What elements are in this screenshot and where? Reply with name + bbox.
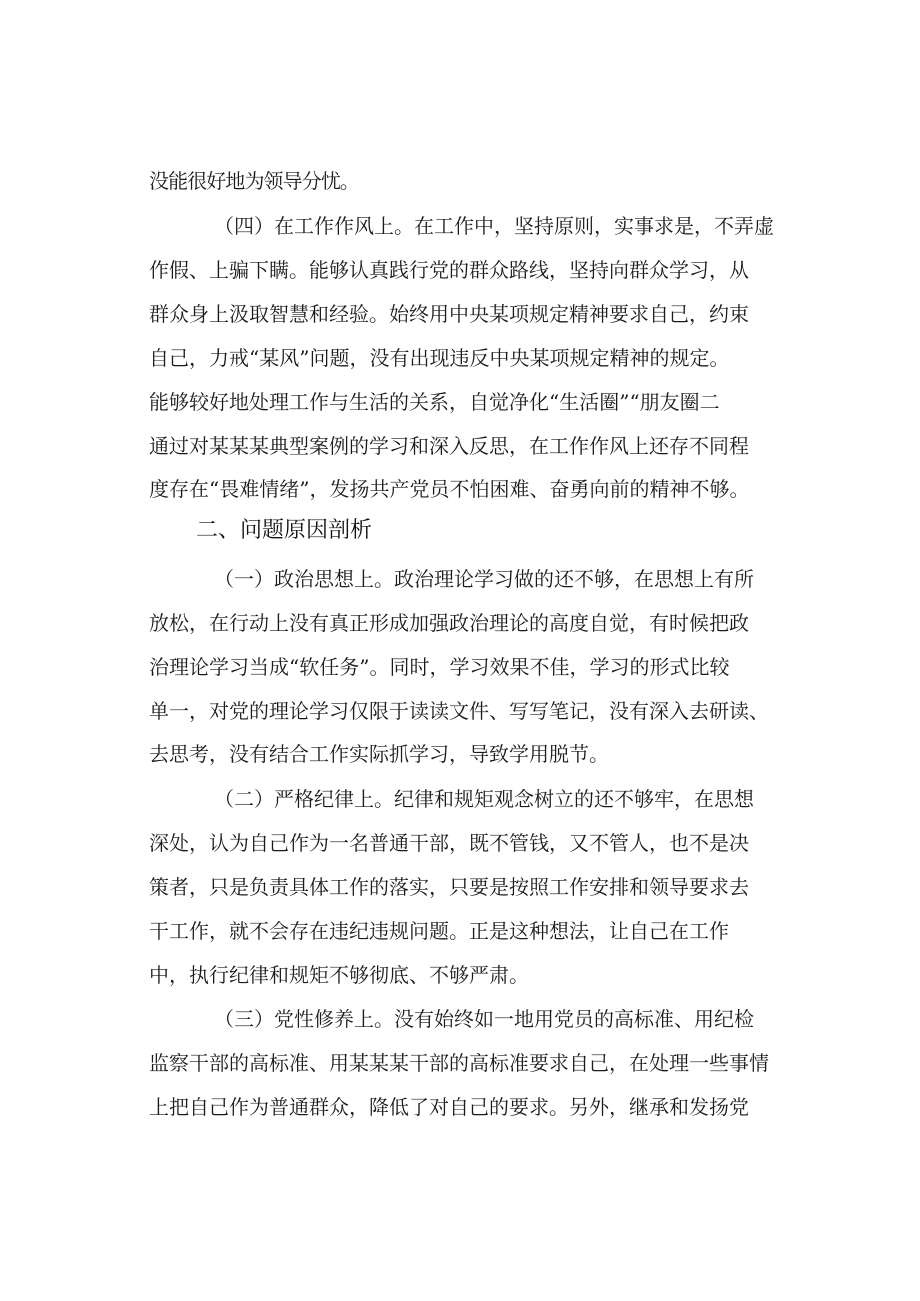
text-line: 自己，力戒“某风”问题，没有出现违反中央某项规定精神的规定。 [149,346,730,370]
text-line: 中，执行纪律和规矩不够彻底、不够严肃。 [149,963,529,987]
section-heading: 二、问题原因剖析 [196,518,373,543]
text-line: 上把自己作为普通群众，降低了对自己的要求。另外，继承和发扬党 [149,1095,749,1119]
text-line: （三）党性修养上。没有始终如一地用党员的高标准、用纪检 [214,1007,754,1031]
text-line: 没能很好地为领导分忧。 [149,169,360,193]
text-line: 作假、上骗下瞒。能够认真践行党的群众路线，坚持向群众学习，从 [149,258,749,282]
text-line: 监察干部的高标准、用某某某干部的高标准要求自己，在处理一些事情 [149,1051,769,1075]
text-line: （二）严格纪律上。纪律和规矩观念树立的还不够牢，在思想 [214,787,754,811]
text-line: 能够较好地处理工作与生活的关系，自觉净化“生活圈”“朋友圈二 [149,390,720,414]
text-line: 度存在“畏难情绪”，发扬共产党员不怕困难、奋勇向前的精神不够。 [149,477,750,501]
text-line: （一）政治思想上。政治理论学习做的还不够，在思想上有所 [214,567,754,591]
text-line: 单一，对党的理论学习仅限于读读文件、写写笔记，没有深入去研读、 [149,699,769,723]
text-line: 深处，认为自己作为一名普通干部，既不管钱，又不管人，也不是决 [149,831,749,855]
text-line: 策者，只是负责具体工作的落实，只要是按照工作安排和领导要求去 [149,875,749,899]
text-line: （四）在工作作风上。在工作中，坚持原则，实事求是，不弄虚 [214,214,774,238]
text-line: 放松，在行动上没有真正形成加强政治理论的高度自觉，有时候把政 [149,611,749,635]
text-line: 群众身上汲取智慧和经验。始终用中央某项规定精神要求自己，约束 [149,302,749,326]
text-line: 通过对某某某典型案例的学习和深入反思，在工作作风上还存不同程 [149,434,749,458]
text-line: 干工作，就不会存在违纪违规问题。正是这种想法，让自己在工作 [149,919,729,943]
text-line: 治理论学习当成“软任务”。同时，学习效果不佳，学习的形式比较 [149,655,730,679]
text-line: 去思考，没有结合工作实际抓学习，导致学用脱节。 [149,742,609,766]
